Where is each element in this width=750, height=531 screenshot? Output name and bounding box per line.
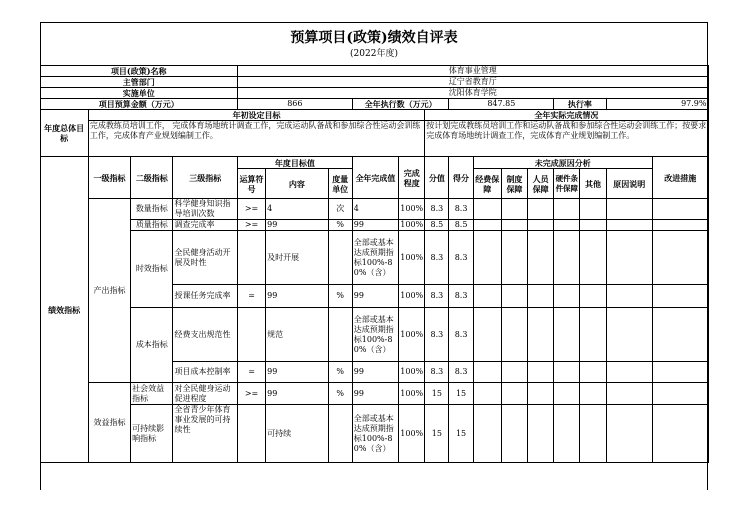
- row-l3: 经费支出规范性: [173, 308, 237, 362]
- staff-header: 人员保障: [528, 169, 554, 199]
- reason-note-header: 原因说明: [606, 169, 652, 199]
- benefit-indicator-label: 效益指标: [88, 383, 130, 463]
- row-content: 99: [266, 285, 328, 308]
- row-content: 99: [266, 220, 328, 231]
- other-header: 其他: [580, 169, 606, 199]
- level3-header: 三级指标: [173, 157, 237, 199]
- exec-label: 全年执行数（万元）: [352, 99, 449, 110]
- score-value-header: 分值: [425, 157, 449, 199]
- actual-goal-header: 全年实际完成情况: [425, 110, 708, 121]
- dept-value: 辽宁省教育厅: [237, 77, 708, 88]
- row-l3: 对全民健身运动促进程度: [173, 383, 237, 405]
- row-pct: 100%: [399, 383, 425, 405]
- row-unit: %: [328, 383, 352, 405]
- row-score-value: 8.3: [425, 308, 449, 362]
- full-year-header: 全年完成值: [352, 157, 398, 199]
- row-score-value: 8.3: [425, 362, 449, 383]
- row-score: 15: [449, 405, 473, 463]
- row-score: 8.3: [449, 199, 473, 220]
- unit-value: 沈阳体育学院: [237, 88, 708, 99]
- row-op: >=: [237, 220, 265, 231]
- evaluation-form: [40, 22, 708, 490]
- row-l3: 科学健身知识指导培训次数: [173, 199, 237, 220]
- row-op: [237, 231, 265, 285]
- row-op: >=: [237, 383, 265, 405]
- cost-indicator-label: 成本指标: [131, 308, 173, 383]
- level2-header: 二级指标: [131, 157, 173, 199]
- content-header: 内容: [266, 169, 328, 199]
- row-content: 4: [266, 199, 328, 220]
- row-l3: 全民健身活动开展及时性: [173, 231, 237, 285]
- row-l3: 调查完成率: [173, 220, 237, 231]
- row-pct: 100%: [399, 362, 425, 383]
- rate-value: 97.9%: [606, 99, 708, 110]
- unit-label: 实施单位: [40, 88, 237, 99]
- row-unit: [328, 231, 352, 285]
- row-content: 规范: [266, 308, 328, 362]
- row-score: 8.3: [449, 231, 473, 285]
- row-pct: 100%: [399, 285, 425, 308]
- row-pct: 100%: [400, 220, 424, 229]
- quantity-indicator-label: 数量指标: [131, 199, 173, 220]
- initial-goal-text: 完成教练员培训工作， 完成体育场地统计调查工作，完成运动队备战和参加综合性运动会训练工作，完成体育产业规划编制工作。: [88, 121, 424, 157]
- row-score-value: 8.3: [425, 285, 449, 308]
- row-score: 8.3: [449, 285, 473, 308]
- row-score-value: 8.3: [425, 199, 449, 220]
- score-header: 得分: [449, 157, 473, 199]
- sustain-indicator-label: 可持续影响指标: [131, 405, 173, 463]
- row-unit: [328, 405, 352, 463]
- row-content: 及时开展: [266, 231, 328, 285]
- system-header: 制度保障: [501, 169, 527, 199]
- row-actual: 99: [352, 383, 398, 405]
- annual-goal-label: 年度总体目标: [40, 110, 88, 157]
- year-target-header: 年度目标值: [237, 157, 352, 169]
- improve-header: 改进措施: [652, 157, 708, 199]
- perf-indicator-label: 绩效指标: [40, 157, 88, 463]
- row-l3: 全省青少年体育事业发展的可持续性: [173, 405, 237, 463]
- row-actual: 4: [352, 199, 398, 220]
- row-score: 8.5: [449, 220, 473, 231]
- row-content: 99: [266, 383, 328, 405]
- row-actual: 全部或基本达成预期指标100%-80%（含）: [352, 405, 398, 463]
- exec-value: 847.85: [449, 99, 554, 110]
- output-indicator-label: 产出指标: [88, 199, 130, 383]
- row-unit: %: [328, 285, 352, 308]
- project-name-value: 体育事业管理: [237, 66, 708, 77]
- row-pct: 100%: [399, 405, 425, 463]
- row-op: =: [237, 285, 265, 308]
- row-score-value: 15: [425, 383, 449, 405]
- hardware-header: 硬件条件保障: [554, 169, 580, 199]
- funding-header: 经费保障: [473, 169, 501, 199]
- quality-indicator-label: 质量指标: [131, 220, 173, 231]
- row-unit: [328, 308, 352, 362]
- completion-header: 完成程度: [399, 157, 425, 199]
- budget-label: 项目预算金额（万元）: [40, 99, 237, 110]
- initial-goal-header: 年初设定目标: [88, 110, 424, 121]
- page-subtitle: (2022年度): [350, 49, 398, 59]
- row-pct: 100%: [399, 231, 425, 285]
- budget-value: 866: [237, 99, 352, 110]
- row-content: 可持续: [266, 405, 328, 463]
- row-actual: 99: [352, 285, 398, 308]
- social-indicator-label: 社会效益指标: [131, 383, 173, 405]
- project-name-label: 项目(政策)名称: [40, 66, 237, 77]
- row-l3: 授课任务完成率: [173, 285, 237, 308]
- row-unit: 次: [328, 199, 352, 220]
- row-l3: 项目成本控制率: [173, 362, 237, 383]
- dept-label: 主管部门: [40, 77, 237, 88]
- row-op: >=: [237, 199, 265, 220]
- row-score: 15: [449, 383, 473, 405]
- actual-goal-text: 按计划完成教练员培训工作和运动队备战和参加综合性运动会训练工作；按要求完成体育场地统计调查工作，完成体育产业规划编制工作。: [425, 121, 708, 157]
- row-actual: 99: [352, 362, 398, 383]
- row-pct: 100%: [399, 199, 425, 220]
- page-title: 预算项目(政策)绩效自评表: [290, 30, 458, 46]
- level1-header: 一级指标: [88, 157, 130, 199]
- row-score-value: 8.3: [425, 231, 449, 285]
- row-score: 8.3: [449, 308, 473, 362]
- reasons-header: 未完成原因分析: [473, 157, 652, 169]
- rate-label: 执行率: [554, 99, 606, 110]
- row-pct: 100%: [399, 308, 425, 362]
- evaluation-table: [40, 65, 709, 463]
- row-actual: 99: [352, 220, 398, 231]
- row-actual: 全部或基本达成预期指标100%-80%（含）: [352, 231, 398, 285]
- row-unit: %: [328, 362, 352, 383]
- calc-symbol-header: 运算符号: [237, 169, 265, 199]
- row-actual: 全部或基本达成预期指标100%-80%（含）: [352, 308, 398, 362]
- row-op: [237, 405, 265, 463]
- row-content: 99: [266, 362, 328, 383]
- timeliness-indicator-label: 时效指标: [131, 231, 173, 308]
- row-score-value: 15: [425, 405, 449, 463]
- row-score: 8.3: [449, 362, 473, 383]
- row-op: [237, 308, 265, 362]
- row-score-value: 8.5: [425, 220, 449, 231]
- unit-header: 度量单位: [328, 169, 352, 199]
- row-op: =: [237, 362, 265, 383]
- row-unit: %: [328, 220, 352, 231]
